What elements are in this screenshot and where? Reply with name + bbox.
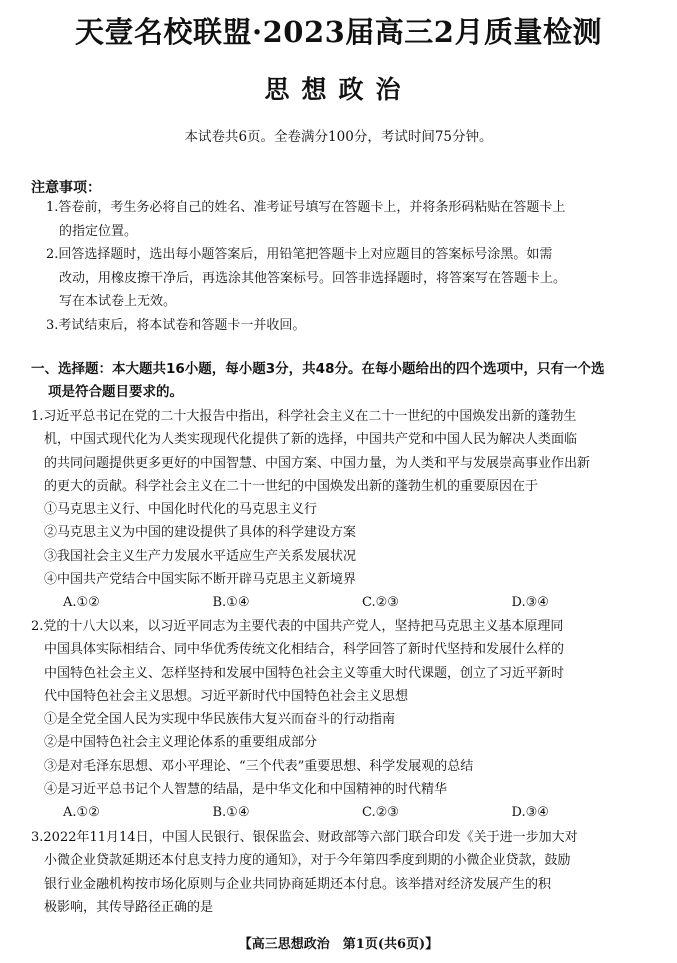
choice-b: B.①④ [212, 595, 250, 611]
notice-heading: 注意事项： [31, 180, 101, 196]
question-stem: 极影响，其传导路径正确的是 [44, 899, 214, 915]
notice-item: 1.答卷前，考生务必将自己的姓名、准考证号填写在答题卡上，并将条形码粘贴在答题卡上 [46, 200, 566, 215]
answer-choices [31, 801, 661, 824]
choice-c: C.②③ [362, 805, 399, 821]
subject-title: 思想政治 [264, 75, 413, 104]
question-1 [31, 405, 661, 615]
question-option: ④是习近平总书记个人智慧的结晶，是中华文化和中国精神的时代精华 [44, 782, 448, 798]
question-stem: 的更大的贡献。科学社会主义在二十一世纪的中国焕发出新的蓬勃生机的重要原因在于 [44, 478, 539, 494]
question-stem: 2.党的十八大以来，以习近平同志为主要代表的中国共产党人，坚持把马克思主义基本原理同 [31, 619, 564, 634]
section-heading [31, 358, 655, 404]
notice-item-cont: 写在本试卷上无效。 [59, 294, 177, 309]
choice-d: D.③④ [511, 805, 549, 821]
question-3 [31, 826, 661, 919]
question-stem: 银行业金融机构按市场化原则与企业共同协商延期还本付息。该举措对经济发展产生的积 [44, 876, 552, 892]
question-stem: 代中国特色社会主义思想。习近平新时代中国特色社会主义思想 [44, 688, 409, 704]
question-stem: 中国特色社会主义、怎样坚持和发展中国特色社会主义等重大时代课题，创立了习近平新时 [44, 665, 565, 681]
question-stem: 小微企业贷款延期还本付息支持力度的通知》，对于今年第四季度到期的小微企业贷款，鼓励 [44, 853, 571, 869]
question-stem: 3.2022年11月14日，中国人民银行、银保监会、财政部等六部门联合印发《关于进一步加大对 [31, 830, 578, 845]
choice-a: A.①② [63, 595, 100, 611]
question-option: ①是全党全国人民为实现中华民族伟大复兴而奋斗的行动指南 [44, 712, 396, 728]
notice-list [46, 196, 658, 337]
exam-title: 天壹名校联盟·2023届高三2月质量检测 [75, 15, 602, 49]
question-2 [31, 615, 661, 825]
section-line: 一、选择题：本大题共16小题，每小题3分，共48分。在每小题给出的四个选项中，只有一个选 [31, 361, 605, 377]
choice-a: A.①② [63, 805, 100, 821]
question-stem: 的共同问题提供更多更好的中国智慧、中国方案、中国力量，为人类和平与发展崇高事业作出新 [44, 455, 591, 471]
notice-item: 3.考试结束后，将本试卷和答题卡一并收回。 [46, 317, 306, 333]
choice-c: C.②③ [362, 595, 399, 611]
notice-item-cont: 改动，用橡皮擦干净后，再选涂其他答案标号。回答非选择题时，将答案写在答题卡上。 [59, 270, 567, 286]
question-stem: 中国具体实际相结合、同中华优秀传统文化相结合，科学回答了新时代坚持和发展什么样的 [44, 642, 565, 658]
notice-item-cont: 的指定位置。 [59, 223, 138, 239]
question-option: ②马克思主义为中国的建设提供了具体的科学建设方案 [44, 525, 357, 541]
question-option: ④中国共产党结合中国实际不断开辟马克思主义新境界 [44, 572, 357, 588]
page-footer: 【高三思想政治 第1页(共6页)】 [238, 937, 439, 952]
choice-b: B.①④ [212, 805, 250, 821]
exam-meta: 本试卷共6页。全卷满分100分，考试时间75分钟。 [184, 129, 493, 145]
question-stem: 机，中国式现代化为人类实现现代化提供了新的选择，中国共产党和中国人民为解决人类面临 [44, 432, 578, 448]
section-line: 项是符合题目要求的。 [48, 384, 183, 400]
notice-item: 2.回答选择题时，选出每小题答案后，用铅笔把答题卡上对应题目的答案标号涂黑。如需 [46, 247, 553, 262]
answer-choices [31, 591, 661, 614]
choice-d: D.③④ [511, 595, 549, 611]
question-stem: 1.习近平总书记在党的二十大报告中指出，科学社会主义在二十一世纪的中国焕发出新的蓬勃生 [31, 409, 577, 424]
question-option: ②是中国特色社会主义理论体系的重要组成部分 [44, 735, 318, 751]
question-option: ③是对毛泽东思想、邓小平理论、“三个代表”重要思想、科学发展观的总结 [44, 758, 474, 774]
question-option: ①马克思主义行、中国化时代化的马克思主义行 [44, 502, 318, 518]
question-option: ③我国社会主义生产力发展水平适应生产关系发展状况 [44, 548, 357, 564]
